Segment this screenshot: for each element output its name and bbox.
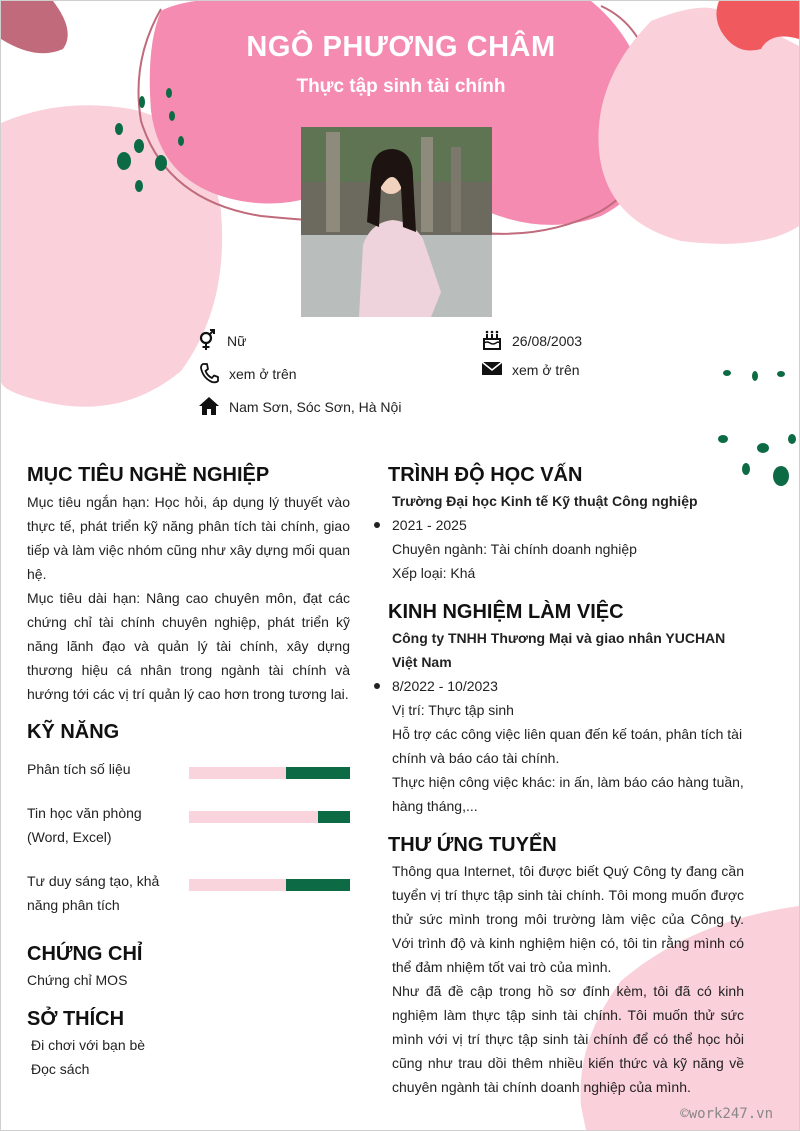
email-icon: [482, 358, 502, 383]
skill-label: Tư duy sáng tạo, khả năng phân tích: [27, 873, 160, 913]
education-period: 2021 - 2025: [392, 517, 467, 533]
gender-value: Nữ: [227, 333, 247, 349]
timeline-dot: [374, 683, 380, 689]
birthday-cake-icon: [482, 329, 502, 354]
address-value: Nam Sơn, Sóc Sơn, Hà Nội: [229, 399, 402, 415]
email-value: xem ở trên: [512, 362, 580, 378]
home-icon: [199, 395, 219, 420]
phone-value: xem ở trên: [229, 366, 297, 382]
skill-bar-fill: [318, 811, 350, 823]
education-heading: TRÌNH ĐỘ HỌC VẤN: [388, 464, 583, 486]
education-grade: Xếp loại: Khá: [392, 565, 476, 581]
profile-photo: [301, 127, 492, 317]
hobby-item: Đi chơi với bạn bè: [31, 1037, 146, 1053]
timeline-dot: [374, 522, 380, 528]
skill-bar-fill: [286, 879, 350, 891]
watermark: ©work247.vn: [680, 1106, 773, 1122]
experience-period: 8/2022 - 10/2023: [392, 678, 498, 694]
skill-bar: [189, 811, 350, 823]
education-major: Chuyên ngành: Tài chính doanh nghiệp: [392, 541, 637, 557]
skill-label: Tin học văn phòng (Word, Excel): [27, 805, 142, 845]
skill-label: Phân tích số liệu: [27, 761, 131, 777]
skill-bar: [189, 879, 350, 891]
experience-description: Hỗ trợ các công việc liên quan đến kế toán, phân tích tài chính và báo cáo tài chính. Thực hiện công việc khác: in ấn, làm báo cáo hàng tuần, hàng tháng,...: [392, 726, 744, 814]
certificates-heading: CHỨNG CHỈ: [27, 943, 143, 965]
certificate-item: Chứng chỉ MOS: [27, 972, 128, 988]
cover-letter-text: Thông qua Internet, tôi được biết Quý Công ty đang cần tuyển vị trí thực tập sinh tài chính. Tôi mong muốn được thử sức mình trong môi trường làm việc của Công ty. Với trình độ và kinh nghiệm hiện có, tôi tin rằng mình có thể đảm nhiệm tốt vai trò của mình. Như đã đề cập trong hồ sơ đính kèm, tôi đã có kinh nghiệm làm thực tập sinh tài chính. Tôi muốn thử sức mình với vị trí thực tập sinh tài chính để có thể học hỏi cũng như trau dồi thêm nhiều kiến thức và kỹ năng về chuyên ngành tài chính doanh nghiệp của mình.: [392, 863, 744, 1095]
job-title: Thực tập sinh tài chính: [296, 76, 506, 97]
company-name: Công ty TNHH Thương Mại và giao nhân YUCHAN Việt Nam: [392, 630, 726, 670]
experience-position: Vị trí: Thực tập sinh: [392, 702, 514, 718]
skill-bar: [189, 767, 350, 779]
cover-letter-heading: THƯ ỨNG TUYỂN: [388, 834, 557, 856]
skill-bar-fill: [286, 767, 350, 779]
phone-icon: [199, 362, 219, 387]
skills-heading: KỸ NĂNG: [27, 721, 120, 743]
birthday-value: 26/08/2003: [512, 333, 583, 349]
school-name: Trường Đại học Kinh tế Kỹ thuật Công nghiệp: [392, 493, 698, 509]
hobbies-heading: SỞ THÍCH: [27, 1008, 125, 1030]
objective-text: Mục tiêu ngắn hạn: Học hỏi, áp dụng lý thuyết vào thực tế, phát triển kỹ năng phân tích tài chính, giao tiếp và làm việc nhóm cũng như xây dựng mối quan hệ. Mục tiêu dài hạn: Nâng cao chuyên môn, đạt các chứng chỉ tài chính chuyên nghiệp, phát triển kỹ năng lãnh đạo và quản lý tài chính, xây dựng thương hiệu cá nhân trong ngành tài chính và hướng tới các vị trí quản lý cao hơn trong tương lai.: [27, 494, 350, 702]
objective-heading: MỤC TIÊU NGHỀ NGHIỆP: [27, 464, 270, 486]
hobby-item: Đọc sách: [31, 1061, 90, 1077]
gender-icon: [197, 329, 217, 354]
candidate-name: NGÔ PHƯƠNG CHÂM: [246, 31, 556, 63]
experience-heading: KINH NGHIỆM LÀM VIỆC: [388, 601, 624, 623]
